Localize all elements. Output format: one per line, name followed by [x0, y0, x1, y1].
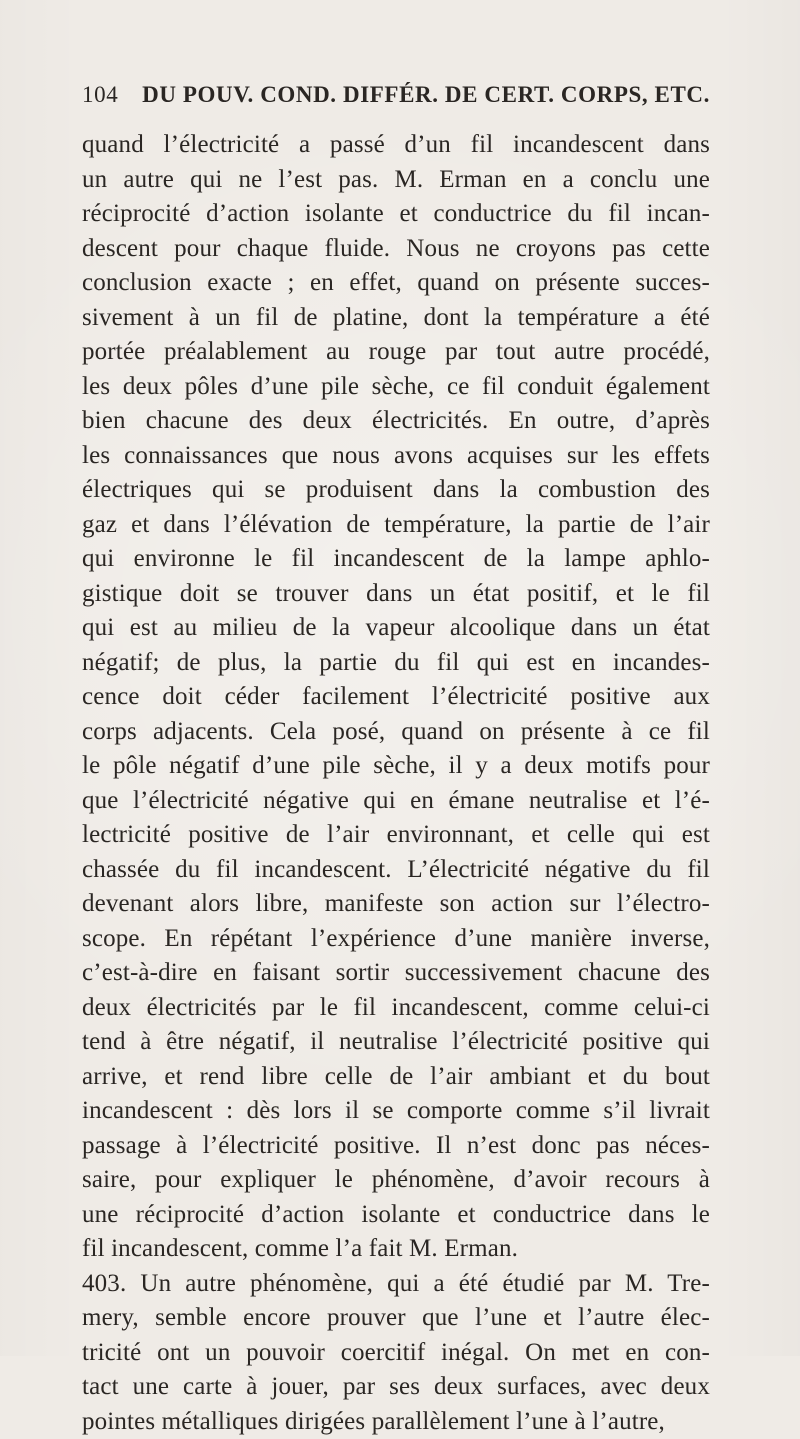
- body-text: [82, 128, 710, 1439]
- text-line: pointes métalliques dirigées parallèlement l’une à l’autre,: [82, 1405, 710, 1439]
- text-line: le pôle négatif d’une pile sèche, il y a deux motifs pour: [82, 749, 710, 784]
- text-line: chassée du fil incandescent. L’électricité négative du fil: [82, 853, 710, 888]
- text-line: deux électricités par le fil incandescent, comme celui-ci: [82, 991, 710, 1026]
- text-line: mery, semble encore prouver que l’une et l’autre élec-: [82, 1301, 710, 1336]
- text-line: saire, pour expliquer le phénomène, d’avoir recours à: [82, 1163, 710, 1198]
- text-line: négatif; de plus, la partie du fil qui est en incandes-: [82, 646, 710, 681]
- text-line: lectricité positive de l’air environnant, et celle qui est: [82, 818, 710, 853]
- text-line: c’est-à-dire en faisant sortir successivement chacune des: [82, 956, 710, 991]
- text-line: gistique doit se trouver dans un état positif, et le fil: [82, 577, 710, 612]
- text-line: fil incandescent, comme l’a fait M. Erman.: [82, 1232, 710, 1267]
- text-line: gaz et dans l’élévation de température, la partie de l’air: [82, 508, 710, 543]
- text-line: arrive, et rend libre celle de l’air ambiant et du bout: [82, 1060, 710, 1095]
- text-line: bien chacune des deux électricités. En outre, d’après: [82, 404, 710, 439]
- text-line: tricité ont un pouvoir coercitif inégal. On met en con-: [82, 1336, 710, 1371]
- text-line: tend à être négatif, il neutralise l’électricité positive qui: [82, 1025, 710, 1060]
- text-line: cence doit céder facilement l’électricité positive aux: [82, 680, 710, 715]
- text-line: devenant alors libre, manifeste son action sur l’électro-: [82, 887, 710, 922]
- text-line: conclusion exacte ; en effet, quand on présente succes-: [82, 266, 710, 301]
- page-header: [82, 82, 710, 114]
- text-line: passage à l’électricité positive. Il n’est donc pas néces-: [82, 1129, 710, 1164]
- text-line: les deux pôles d’une pile sèche, ce fil conduit également: [82, 370, 710, 405]
- text-line: tact une carte à jouer, par ses deux surfaces, avec deux: [82, 1370, 710, 1405]
- text-line: descent pour chaque fluide. Nous ne croyons pas cette: [82, 232, 710, 267]
- text-line: que l’électricité négative qui en émane neutralise et l’é-: [82, 784, 710, 819]
- text-line: réciprocité d’action isolante et conductrice du fil incan-: [82, 197, 710, 232]
- text-line: portée préalablement au rouge par tout autre procédé,: [82, 335, 710, 370]
- text-line-paragraph-start: 403. Un autre phénomène, qui a été étudié par M. Tre-: [82, 1267, 710, 1302]
- text-line: sivement à un fil de platine, dont la température a été: [82, 301, 710, 336]
- text-line: les connaissances que nous avons acquises sur les effets: [82, 439, 710, 474]
- text-line: qui est au milieu de la vapeur alcoolique dans un état: [82, 611, 710, 646]
- text-line: électriques qui se produisent dans la combustion des: [82, 473, 710, 508]
- text-line: un autre qui ne l’est pas. M. Erman en a conclu une: [82, 163, 710, 198]
- text-line: quand l’électricité a passé d’un fil incandescent dans: [82, 128, 710, 163]
- text-line: corps adjacents. Cela posé, quand on présente à ce fil: [82, 715, 710, 750]
- text-line: incandescent : dès lors il se comporte comme s’il livrait: [82, 1094, 710, 1129]
- text-line: qui environne le fil incandescent de la lampe aphlo-: [82, 542, 710, 577]
- text-line: scope. En répétant l’expérience d’une manière inverse,: [82, 922, 710, 957]
- text-line: une réciprocité d’action isolante et conductrice dans le: [82, 1198, 710, 1233]
- running-title: DU POUV. COND. DIFFÉR. DE CERT. CORPS, ETC.: [136, 82, 710, 108]
- page-number: 104: [82, 82, 118, 108]
